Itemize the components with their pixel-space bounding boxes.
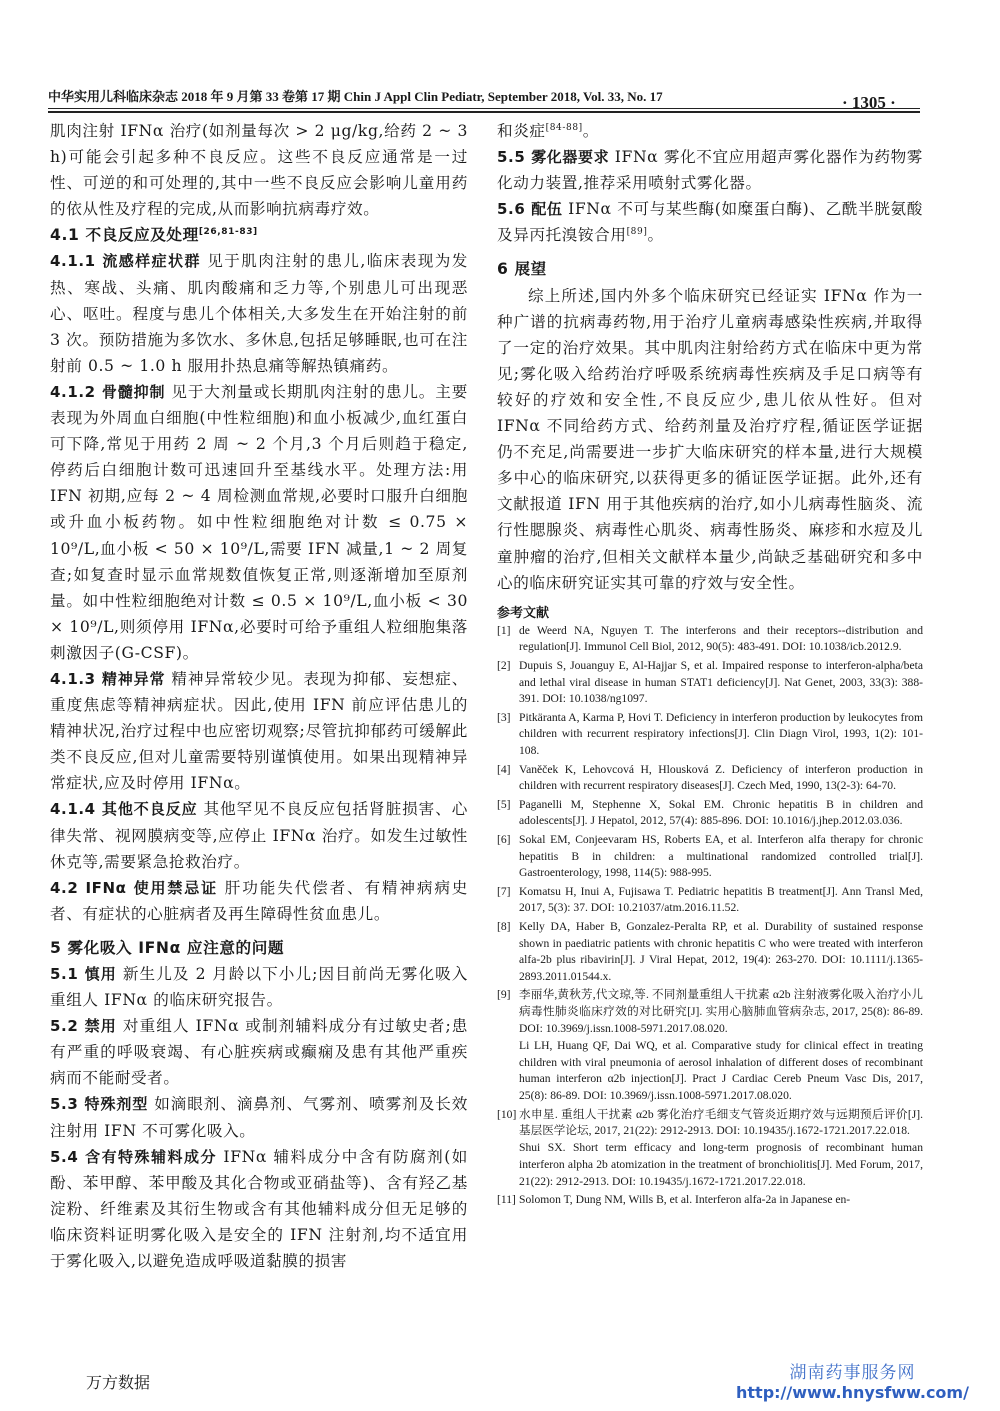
reference-text: Paganelli M, Stephenne X, Sokal EM. Chronic hepatitis B in children and adolescents[J]. J Hepatol, 2012, 57(4): 885-896. DOI: 10.1016/j.jhep.2012.03.036. — [519, 797, 923, 828]
citation: [26,81-83] — [198, 227, 258, 238]
continued-end: 。 — [582, 122, 599, 140]
section-4-1-heading — [50, 222, 468, 248]
subsection-body: 精神异常较少见。表现为抑郁、妄想症、重度焦虑等精神病症状。因此,使用 IFN 前应评估患儿的精神状况,治疗过程中也应密切观察;尽管抗抑郁药可缓解此类不良反应,但对儿童需要特别谨慎使用。如果出现精神异常症状,应及时停用 IFNα。 — [50, 669, 469, 793]
section-5-heading: 5 雾化吸入 IFNα 应注意的问题 — [50, 938, 285, 957]
reference-item — [497, 1192, 923, 1209]
reference-list — [497, 623, 923, 1209]
subsection-title: 5.2 禁用 — [50, 1017, 117, 1036]
continued-paragraph — [497, 118, 923, 144]
subsection-title: 4.1.4 其他不良反应 — [50, 800, 198, 819]
header-rule — [48, 108, 920, 109]
running-head: 中华实用儿科临床杂志 2018 年 9 月第 33 卷第 17 期 Chin J Appl Clin Pediatr, September 2018, Vol. 33, No. 17 — [48, 89, 663, 104]
reference-item — [497, 1107, 923, 1191]
subsection-title: 4.1.2 骨髓抑制 — [50, 382, 166, 401]
reference-item — [497, 884, 923, 918]
subsection-body: IFNα 雾化不宜应用超声雾化器作为药物雾化动力装置,推荐采用喷射式雾化器。 — [497, 148, 923, 193]
reference-text: 水申星. 重组人干扰素 α2b 雾化治疗毛细支气管炎近期疗效与远期预后评价[J]. 基层医学论坛, 2017, 21(22): 2912-2913. DOI: 10.19435/j.1672-1721.2017.22.018. — [519, 1107, 923, 1138]
site-watermark — [736, 1358, 969, 1402]
subsection-title: 5.6 配伍 — [497, 200, 563, 219]
section-6-heading: 6 展望 — [497, 260, 547, 279]
section-title: 4.1 不良反应及处理 — [50, 226, 199, 245]
subsection-title: 5.1 慎用 — [50, 965, 117, 983]
subsection-body: 肝功能失代偿者、有精神病病史者、有症状的心脏病者及再生障碍性贫血患儿。 — [50, 878, 468, 923]
reference-text: Sokal EM, Conjeevaram HS, Roberts EA, et al. Interferon alfa therapy for chronic hepatitis B in children: a multinational randomized controlled trial[J]. Gastroenterology, 1998, 114(5): 988-995. — [519, 832, 923, 880]
subsection-body: 见于大剂量或长期肌肉注射的患儿。主要表现为外周血白细胞(中性粒细胞)和血小板减少,血红蛋白可下降,常见于用药 2 周 ~ 2 个月,3 个月后则趋于稳定,停药后白细胞计数可迅速回升至基线水平。处理方法:用 IFN 初期,应每 2 ~ 4 周检测血常规,必要时口服升白细胞或升血小板药物。如中性粒细胞绝对计数 ≤ 0.75 × 10⁹/L,血小板 < 50 × 10⁹/L,需要 IFN 减量,1 ~ 2 周复查;如复查时显示血常规数值恢复正常,则逐渐增加至原剂量。如中性粒细胞绝对计数 ≤ 0.5 × 10⁹/L,血小板 < 30 × 10⁹/L,则须停用 IFNα,必要时可给予重组人粒细胞集落刺激因子(G-CSF)。 — [50, 382, 469, 662]
subsection-title: 5.5 雾化器要求 — [497, 148, 610, 167]
section-5-5 — [497, 144, 923, 196]
citation: [89] — [626, 227, 648, 238]
reference-number: [4] — [497, 762, 511, 776]
subsection-body: 对重组人 IFNα 或制剂辅料成分有过敏史者;患有严重的呼吸衰竭、有心脏疾病或癫痫及患有其他严重疾病而不能耐受者。 — [50, 1017, 468, 1088]
reference-number: [7] — [497, 884, 511, 898]
reference-number: [8] — [497, 919, 511, 933]
reference-text-english: Li LH, Huang QF, Dai WQ, et al. Comparative study for clinical effect in treating children with viral pneumonia of aerosol inhalation of different doses of recombinant human interferon α2b injection[J]. Pract J Cardiac Cereb Pneum Vasc Dis, 2017, 25(8): 86-89. DOI: 10.3969/j.issn.1008-5971.2017.08.020. — [519, 1038, 923, 1103]
subsection-title: 4.1.1 流感样症状群 — [50, 252, 201, 271]
reference-item — [497, 832, 923, 882]
references-heading: 参考文献 — [497, 605, 550, 621]
section-4-1-3 — [50, 666, 468, 796]
subsection-title: 4.2 IFNα 使用禁忌证 — [50, 878, 218, 897]
reference-item — [497, 762, 923, 796]
continued-text: 和炎症 — [497, 122, 546, 140]
section-4-2 — [50, 875, 468, 927]
section-4-1-2 — [50, 379, 468, 666]
section-5-3 — [50, 1091, 468, 1143]
subsection-body: 见于肌肉注射的患儿,临床表现为发热、寒战、头痛、肌肉酸痛和乏力等,个别患儿可出现恶心、呕吐。程度与患儿个体相关,大多发生在开始注射的前 3 次。预防措施为多饮水、多休息,包括足够睡眠,也可在注射前 0.5 ~ 1.0 h 服用扑热息痛等解热镇痛药。 — [50, 252, 468, 375]
section-5-6 — [497, 196, 923, 248]
reference-text: 李丽华,黄秋芳,代文琼,等. 不同剂量重组人干扰素 α2b 注射液雾化吸入治疗小儿病毒性肺炎临床疗效的对比研究[J]. 实用心脑肺血管病杂志, 2017, 25(8): 86-89. DOI: 10.3969/j.issn.1008-5971.2017.08.020. — [519, 988, 923, 1036]
reference-number: [2] — [497, 658, 511, 672]
reference-number: [1] — [497, 623, 511, 637]
subsection-body: 新生儿及 2 月龄以下小儿;因目前尚无雾化吸入重组人 IFNα 的临床研究报告。 — [50, 965, 468, 1010]
reference-text: Solomon T, Dung NM, Wills B, et al. Interferon alfa-2a in Japanese en- — [519, 1192, 851, 1206]
subsection-end: 。 — [647, 226, 664, 245]
reference-text: Vaněček K, Lehovcová H, Hlousková Z. Deficiency of interferon production in children with recurrent respiratory diseases[J]. Czech Med, 1990, 13(2-3): 64-70. — [519, 762, 923, 793]
left-column — [50, 118, 468, 1274]
subsection-body: IFNα 不可与某些酶(如糜蛋白酶)、乙酰半胱氨酸及异丙托溴铵合用 — [497, 200, 923, 245]
reference-text: Komatsu H, Inui A, Fujisawa T. Pediatric hepatitis B treatment[J]. Ann Transl Med, 2017, 5(3): 37. DOI: 10.21037/atm.2016.11.52. — [519, 884, 923, 915]
subsection-title: 4.1.3 精神异常 — [50, 669, 166, 688]
reference-number: [3] — [497, 710, 511, 724]
database-footer: 万方数据 — [86, 1373, 151, 1392]
reference-text: Dupuis S, Jouanguy E, Al-Hajjar S, et al. Impaired response to interferon-alpha/beta and lethal viral disease in human STAT1 deficiency[J]. Nat Genet, 2003, 33(3): 388-391. DOI: 10.1038/ng1097. — [519, 658, 923, 706]
header-rule-thick — [48, 111, 920, 113]
reference-item — [497, 797, 923, 831]
reference-text: Pitkäranta A, Karma P, Hovi T. Deficiency in interferon production by leukocytes from children with recurrent respiratory infections[J]. Clin Diagn Virol, 1993, 1(2): 101-108. — [519, 710, 923, 758]
citation: [84-88] — [545, 122, 583, 133]
section-4-1-1 — [50, 248, 468, 378]
section-5-4 — [50, 1144, 468, 1274]
subsection-body: 其他罕见不良反应包括肾脏损害、心律失常、视网膜病变等,应停止 IFNα 治疗。如发生过敏性休克等,需要紧急抢救治疗。 — [50, 800, 468, 871]
reference-item — [497, 623, 923, 657]
reference-item — [497, 987, 923, 1105]
section-5-1 — [50, 961, 468, 1013]
section-4-1-4 — [50, 796, 468, 874]
reference-number: [6] — [497, 832, 511, 846]
reference-item — [497, 710, 923, 760]
watermark-title: 湖南药事服务网 — [789, 1363, 916, 1383]
subsection-body: 如滴眼剂、滴鼻剂、气雾剂、喷雾剂及长效注射用 IFN 不可雾化吸入。 — [50, 1095, 468, 1140]
reference-number: [5] — [497, 797, 511, 811]
reference-text: de Weerd NA, Nguyen T. The interferons and their receptors--distribution and regulation[J]. Immunol Cell Biol, 2012, 90(5): 483-491. DOI: 10.1038/icb.2012.9. — [519, 623, 923, 654]
reference-text-english: Shui SX. Short term efficacy and long-term prognosis of recombinant human interferon alpha 2b atomization in the treatment of bronchiolitis[J]. Med Forum, 2017, 21(22): 2912-2913. DOI: 10.19435/j.1672-1721.2017.22.018. — [519, 1141, 923, 1188]
reference-number: [11] — [497, 1192, 516, 1206]
reference-number: [10] — [497, 1107, 517, 1121]
section-5-2 — [50, 1013, 468, 1091]
section-6-body: 综上所述,国内外多个临床研究已经证实 IFNα 作为一种广谱的抗病毒药物,用于治疗儿童病毒感染性疾病,并取得了一定的治疗效果。其中肌肉注射给药方式在临床中更为常见;雾化吸入给药治疗呼吸系统病毒性疾病及手足口病等有较好的疗效和安全性,不良反应少,患儿依从性好。但对 IFNα 不同给药方式、给药剂量及治疗疗程,循证医学证据仍不充足,尚需要进一步扩大临床研究的样本量,进行大规模多中心的临床研究,以获得更多的循证医学证据。此外,还有文献报道 IFN 用于其他疾病的治疗,如小儿病毒性脑炎、流行性腮腺炎、病毒性心肌炎、病毒性肠炎、麻疹和水痘及儿童肿瘤的治疗,但相关文献样本量少,尚缺乏基础研究和多中心的临床研究证实其可靠的疗效与安全性。 — [497, 286, 923, 592]
subsection-title: 5.3 特殊剂型 — [50, 1095, 149, 1114]
page-number: · 1305 · — [842, 93, 896, 112]
reference-item — [497, 658, 923, 708]
reference-item — [497, 919, 923, 986]
subsection-body: IFNα 辅料成分中含有防腐剂(如酚、苯甲醇、苯甲酸及其化合物或亚硝盐等)、含有羟乙基淀粉、纤维素及其衍生物或含有其他辅料成分但无足够的临床资料证明雾化吸入是安全的 IFN 注射剂,均不适宜用于雾化吸入,以避免造成呼吸道黏膜的损害 — [50, 1147, 468, 1271]
reference-number: [9] — [497, 988, 511, 1002]
right-column — [497, 118, 923, 1210]
watermark-url: http://www.hnysfww.com/ — [736, 1383, 969, 1402]
reference-text: Kelly DA, Haber B, Gonzalez-Peralta RP, et al. Durability of sustained response shown in paediatric patients with chronic hepatitis C who were treated with interferon alfa-2b plus ribavirin[J]. J Viral Hepat, 2012, 19(4): 263-270. DOI: 10.1111/j.1365-2893.2011.01544.x. — [519, 919, 923, 984]
subsection-title: 5.4 含有特殊辅料成分 — [50, 1147, 217, 1166]
intro-paragraph: 肌肉注射 IFNα 治疗(如剂量每次 > 2 μg/kg,给药 2 ~ 3 h)可能会引起多种不良反应。这些不良反应通常是一过性、可逆的和可处理的,其中一些不良反应会影响儿童用药的依从性及疗程的完成,从而影响抗病毒疗效。 — [50, 122, 468, 219]
